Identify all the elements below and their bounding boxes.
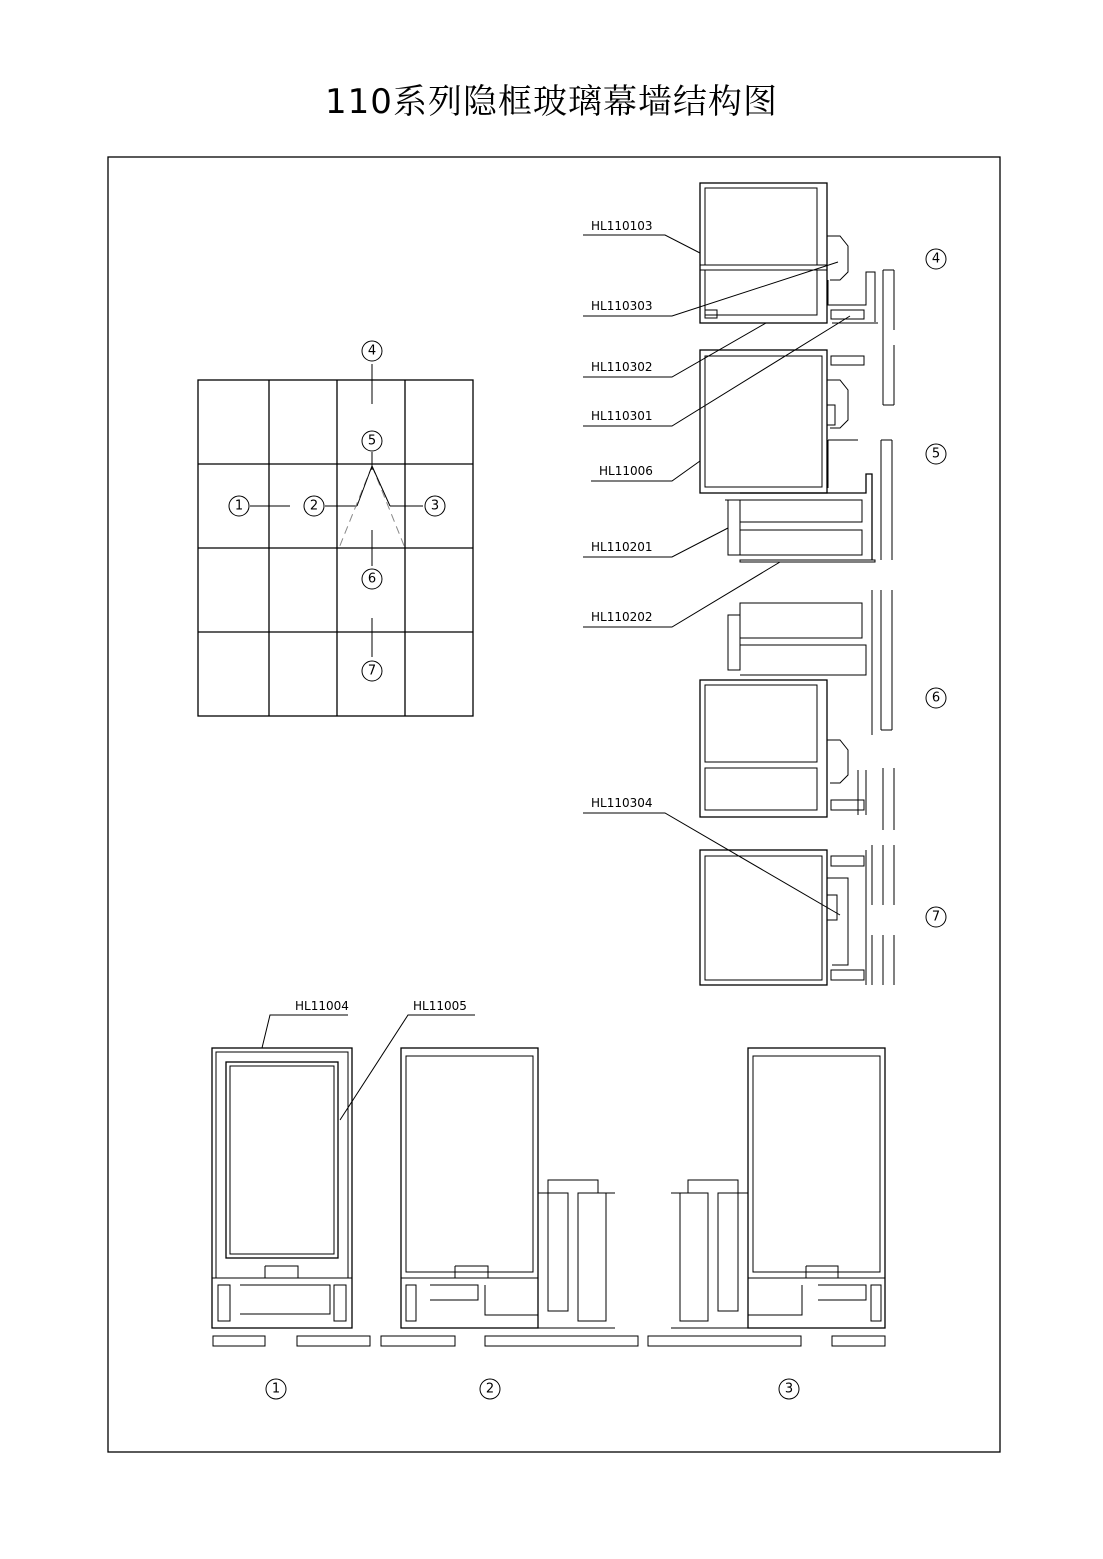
vertical-section xyxy=(700,183,946,985)
svg-text:HL110302: HL110302 xyxy=(591,360,653,374)
svg-text:HL110304: HL110304 xyxy=(591,796,653,810)
svg-text:2: 2 xyxy=(309,498,319,514)
bottom-marker-2 xyxy=(480,1379,500,1399)
section-marker-4 xyxy=(926,249,946,269)
plan-marker-4 xyxy=(362,341,382,361)
plan-marker-7 xyxy=(362,661,382,681)
label-hl110201 xyxy=(583,528,728,557)
svg-text:1: 1 xyxy=(271,1381,281,1397)
svg-text:HL110201: HL110201 xyxy=(591,540,653,554)
svg-text:HL110301: HL110301 xyxy=(591,409,653,423)
svg-text:5: 5 xyxy=(931,446,941,462)
svg-text:HL110202: HL110202 xyxy=(591,610,653,624)
section-marker-5 xyxy=(926,444,946,464)
svg-text:HL110303: HL110303 xyxy=(591,299,653,313)
svg-text:4: 4 xyxy=(367,343,377,359)
label-hl11004 xyxy=(262,999,349,1048)
svg-text:6: 6 xyxy=(367,571,377,587)
svg-text:4: 4 xyxy=(931,251,941,267)
svg-text:3: 3 xyxy=(784,1381,794,1397)
label-hl11005 xyxy=(340,999,475,1120)
svg-text:5: 5 xyxy=(367,433,377,449)
elevation-grid xyxy=(198,341,473,716)
bottom-marker-3 xyxy=(779,1379,799,1399)
plan-marker-6 xyxy=(362,569,382,589)
svg-text:2: 2 xyxy=(485,1381,495,1397)
svg-text:7: 7 xyxy=(931,909,941,925)
horizontal-section-1 xyxy=(212,999,475,1346)
horizontal-section-markers xyxy=(266,1379,799,1399)
plan-marker-2 xyxy=(304,496,324,516)
plan-marker-5 xyxy=(362,431,382,451)
plan-marker-1 xyxy=(229,496,249,516)
svg-text:3: 3 xyxy=(430,498,440,514)
svg-text:HL11005: HL11005 xyxy=(413,999,467,1013)
section-marker-7 xyxy=(926,907,946,927)
svg-text:HL11004: HL11004 xyxy=(295,999,349,1013)
page-title: 110系列隐框玻璃幕墙结构图 xyxy=(325,82,778,122)
svg-text:HL110103: HL110103 xyxy=(591,219,653,233)
svg-text:6: 6 xyxy=(931,690,941,706)
plan-marker-3 xyxy=(425,496,445,516)
svg-text:7: 7 xyxy=(367,663,377,679)
horizontal-section-3 xyxy=(648,1048,885,1346)
label-hl110103 xyxy=(583,219,700,253)
svg-text:HL11006: HL11006 xyxy=(599,464,653,478)
horizontal-section-2 xyxy=(381,1048,638,1346)
svg-text:1: 1 xyxy=(234,498,244,514)
label-hl110202 xyxy=(583,562,780,627)
label-hl11006 xyxy=(591,461,700,481)
bottom-marker-1 xyxy=(266,1379,286,1399)
section-marker-6 xyxy=(926,688,946,708)
